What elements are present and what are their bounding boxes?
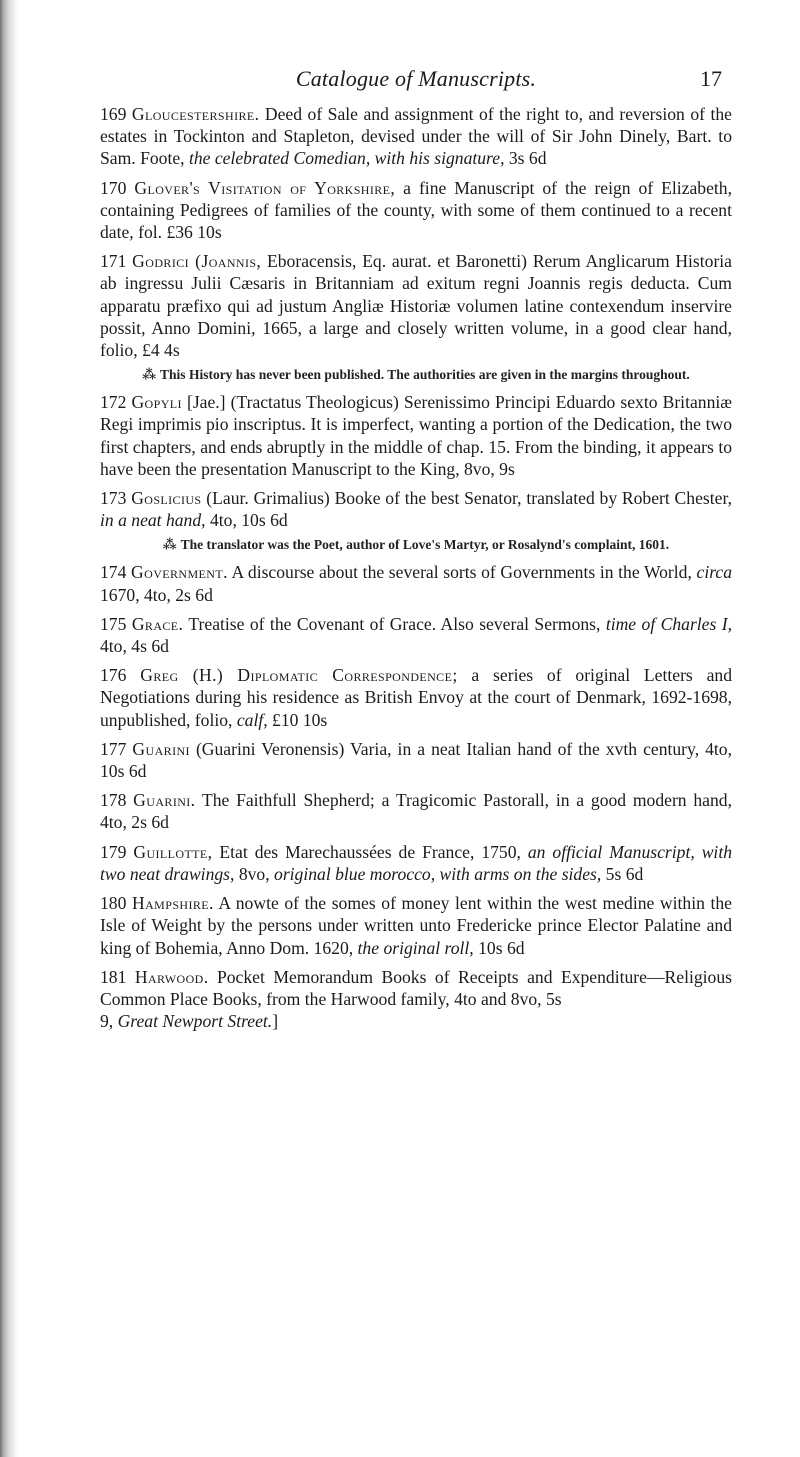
scanned-page-edge [0, 0, 18, 1457]
entry-heading: Guarini [132, 738, 190, 759]
entry-price: 4to, 10s 6d [205, 510, 288, 531]
entry-text: Treatise of the Covenant of Grace. Also several Sermons, [183, 613, 606, 634]
entry-heading: Greg (H.) Diplomatic Correspondence; [140, 665, 458, 686]
entry-italic: the celebrated Comedian, with his signature, [188, 148, 505, 169]
entry-heading: Harwood. [134, 966, 209, 987]
entry-text: [Jae.] (Tractatus Theologicus) Serenissimo Principi Eduardo sexto Britanniæ Regi imprimis pio inscriptus. It is imperfect, wanting a portion of the Dedication, the two first chapters, and ends abruptly in the middle of chap. 15. From the binding, it appears to have been the presentation Manuscript to the King, 8vo, 9s [100, 392, 732, 479]
entry-bracket: ] [272, 1011, 279, 1032]
entry-number: 171 [100, 251, 127, 272]
entry-heading: Glover's Visitation of Yorkshire, [134, 177, 396, 198]
entry-italic: Great Newport Street. [117, 1011, 273, 1032]
entry-price: 10s 6d [473, 937, 525, 958]
entry-text: Eboracensis, Eq. aurat. et Baronetti) Rerum Anglicarum Historia ab ingressu Julii Cæsaris in Britanniam ad exitum regni Joannis regis deducta. Cum apparatu præfixo qui ad justum Angliæ Historiæ volumen latine contexendum inservire possit, Anno Domini, 1665, a large and closely written volume, in a good clear hand, folio, £4 4s [100, 251, 732, 361]
running-title: Catalogue of Manuscripts. [295, 66, 537, 91]
catalogue-entries [100, 100, 732, 1032]
catalogue-entry-170 [100, 177, 732, 244]
entry-text: 8vo, [234, 863, 275, 884]
entry-text: a fine Manuscript of the reign of Elizabeth, containing Pedigrees of families of the county, with some of them continued to a recent date, fol. £36 10s [100, 177, 732, 243]
entry-number: 179 [100, 841, 127, 862]
entry-address: 9, [100, 1011, 118, 1032]
entry-price: 1670, 4to, 2s 6d [100, 584, 213, 605]
entry-text: (Laur. Grimalius) Booke of the best Senator, translated by Robert Chester, [201, 488, 732, 509]
entry-footnote-173 [124, 536, 708, 553]
entry-heading: Gopyli [131, 392, 182, 413]
entry-italic: time of Charles I, [605, 613, 733, 634]
entry-text: Pocket Memorandum Books of Receipts and Expenditure—Religious Common Place Books, from the Harwood family, 4to and 8vo, 5s [100, 966, 732, 1009]
entry-text: Deed of Sale and assignment of the right to, and reversion of the estates in Tockinton and Stapleton, devised under the will of Sir John Dinely, Bart. to Sam. Foote, [100, 104, 732, 169]
catalogue-page [100, 0, 732, 1039]
entry-number: 174 [100, 562, 127, 583]
entry-heading: Gloucestershire. [131, 104, 260, 124]
catalogue-entry-178 [100, 789, 732, 833]
catalogue-entry-172 [100, 391, 732, 480]
entry-italic: in a neat hand, [100, 510, 206, 531]
entry-heading: Hampshire. [132, 893, 214, 914]
entry-text: a series of original Letters and Negotiations during his residence as British Envoy at the court of Denmark, 1692-1698, unpublished, folio, [100, 665, 732, 730]
entry-italic: circa [696, 562, 733, 583]
entry-heading: Godrici (Joannis, [132, 251, 262, 272]
entry-heading: Guillotte, [133, 841, 213, 862]
entry-heading: Goslicius [131, 488, 202, 509]
catalogue-entry-176 [100, 664, 732, 731]
page-header [100, 0, 732, 100]
entry-heading: Guarini. [133, 790, 196, 811]
catalogue-entry-171 [100, 250, 732, 361]
entry-price: £10 10s [267, 709, 328, 730]
entry-italic: original blue morocco, with arms on the sides, [274, 863, 602, 884]
entry-number: 176 [100, 665, 127, 686]
entry-italic: the original roll, [357, 937, 474, 958]
entry-number: 169 [100, 104, 127, 124]
entry-number: 173 [100, 488, 127, 509]
entry-footnote-171 [124, 366, 708, 383]
entry-number: 181 [100, 966, 127, 987]
entry-heading: Grace. [131, 613, 184, 634]
entry-italic: calf, [236, 709, 268, 730]
page-number: 17 [700, 66, 722, 91]
entry-price: 5s 6d [601, 863, 644, 884]
catalogue-entry-180 [100, 892, 732, 959]
catalogue-entry-181 [100, 966, 732, 1033]
asterism-icon: ⁂ [162, 537, 177, 553]
entry-italic: an official Manuscript, with two neat drawings, [100, 841, 733, 884]
entry-heading: Government. [131, 562, 228, 583]
entry-text: The Faithfull Shepherd; a Tragicomic Pastorall, in a good modern hand, 4to, 2s 6d [100, 790, 732, 833]
entry-number: 177 [100, 738, 127, 759]
footnote-text: This History has never been published. The authorities are given in the margins throughout. [160, 367, 690, 383]
entry-text: Etat des Marechaussées de France, 1750, [212, 841, 528, 862]
asterism-icon: ⁂ [142, 367, 157, 383]
footnote-text: The translator was the Poet, author of Love's Martyr, or Rosalynd's complaint, 1601. [180, 537, 670, 553]
catalogue-entry-174 [100, 561, 732, 605]
entry-number: 178 [100, 790, 127, 811]
entry-text: A discourse about the several sorts of Governments in the World, [227, 562, 697, 583]
entry-price: 3s 6d [504, 148, 547, 169]
entry-number: 170 [100, 177, 127, 198]
catalogue-entry-169 [100, 103, 732, 170]
catalogue-entry-173 [100, 487, 732, 531]
catalogue-entry-175 [100, 613, 732, 657]
entry-number: 180 [100, 893, 127, 914]
entry-number: 172 [100, 392, 127, 413]
entry-price: 4to, 4s 6d [100, 636, 169, 657]
entry-text: A nowte of the somes of money lent within the west medine within the Isle of Weight by the persons under written unto Fredericke prince Elector Palatine and king of Bohemia, Anno Dom. 1620, [100, 893, 732, 958]
entry-number: 175 [100, 613, 127, 634]
catalogue-entry-177 [100, 738, 732, 782]
entry-text: (Guarini Veronensis) Varia, in a neat Italian hand of the xvth century, 4to, 10s 6d [100, 738, 732, 782]
catalogue-entry-179 [100, 841, 732, 885]
